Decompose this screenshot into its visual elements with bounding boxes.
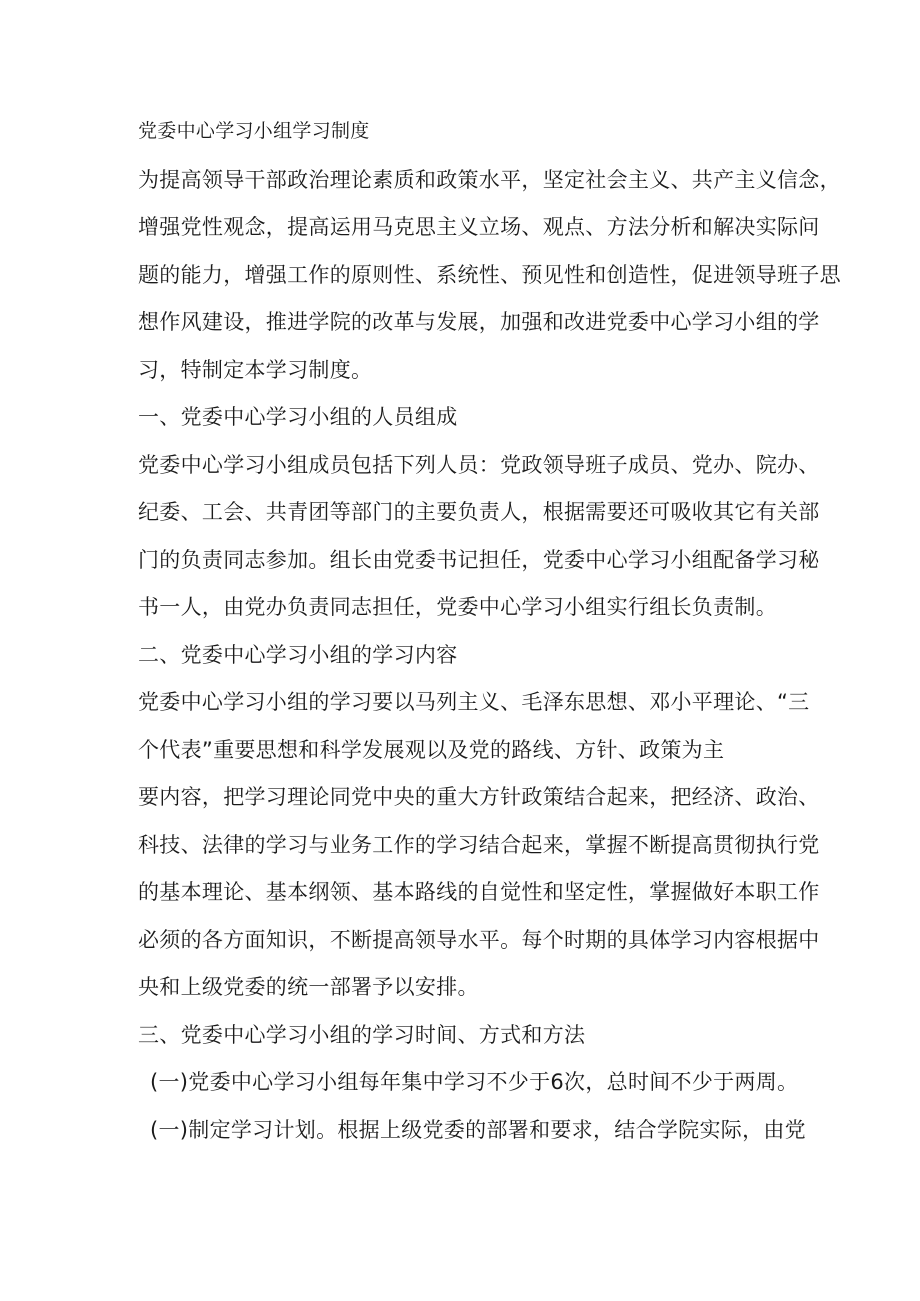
section2-line: 个代表”重要思想和科学发展观以及党的路线、方针、政策为主 [138, 738, 725, 762]
intro-line: 增强党性观念，提高运用马克思主义立场、观点、方法分析和解决实际问 [138, 215, 820, 239]
section2-line: 必须的各方面知识，不断提高领导水平。每个时期的具体学习内容根据中 [138, 928, 820, 952]
section2-line: 科技、法律的学习与业务工作的学习结合起来，掌握不断提高贯彻执行党 [138, 833, 820, 857]
intro-line: 习，特制定本学习制度。 [138, 358, 373, 382]
section3-item: (一)党委中心学习小组每年集中学习不少于6次，总时间不少于两周。 [150, 1070, 799, 1094]
section1-line: 书一人，由党办负责同志担任，党委中心学习小组实行组长负责制。 [138, 595, 777, 619]
document-title: 党委中心学习小组学习制度 [138, 120, 370, 142]
section2-line: 党委中心学习小组的学习要以马列主义、毛泽东思想、邓小平理论、“三 [138, 690, 810, 714]
section1-heading: 一、党委中心学习小组的人员组成 [138, 405, 458, 429]
intro-line: 题的能力，增强工作的原则性、系统性、预见性和创造性，促进领导班子思 [138, 263, 841, 287]
intro-line: 想作风建设，推进学院的改革与发展，加强和改进党委中心学习小组的学 [138, 310, 820, 334]
section3-heading: 三、党委中心学习小组的学习时间、方式和方法 [138, 1023, 586, 1047]
section2-line: 要内容，把学习理论同党中央的重大方针政策结合起来，把经济、政治、 [138, 785, 820, 809]
intro-line: 为提高领导干部政治理论素质和政策水平，坚定社会主义、共产主义信念， [138, 168, 841, 192]
section2-line: 央和上级党委的统一部署予以安排。 [138, 975, 479, 999]
section1-line: 门的负责同志参加。组长由党委书记担任，党委中心学习小组配备学习秘 [138, 548, 820, 572]
section2-heading: 二、党委中心学习小组的学习内容 [138, 643, 458, 667]
section1-line: 党委中心学习小组成员包括下列人员：党政领导班子成员、党办、院办、 [138, 453, 820, 477]
section3-item: (一)制定学习计划。根据上级党委的部署和要求，结合学院实际，由党 [150, 1118, 806, 1142]
section1-line: 纪委、工会、共青团等部门的主要负责人，根据需要还可吸收其它有关部 [138, 500, 820, 524]
section2-line: 的基本理论、基本纲领、基本路线的自觉性和坚定性，掌握做好本职工作 [138, 880, 820, 904]
